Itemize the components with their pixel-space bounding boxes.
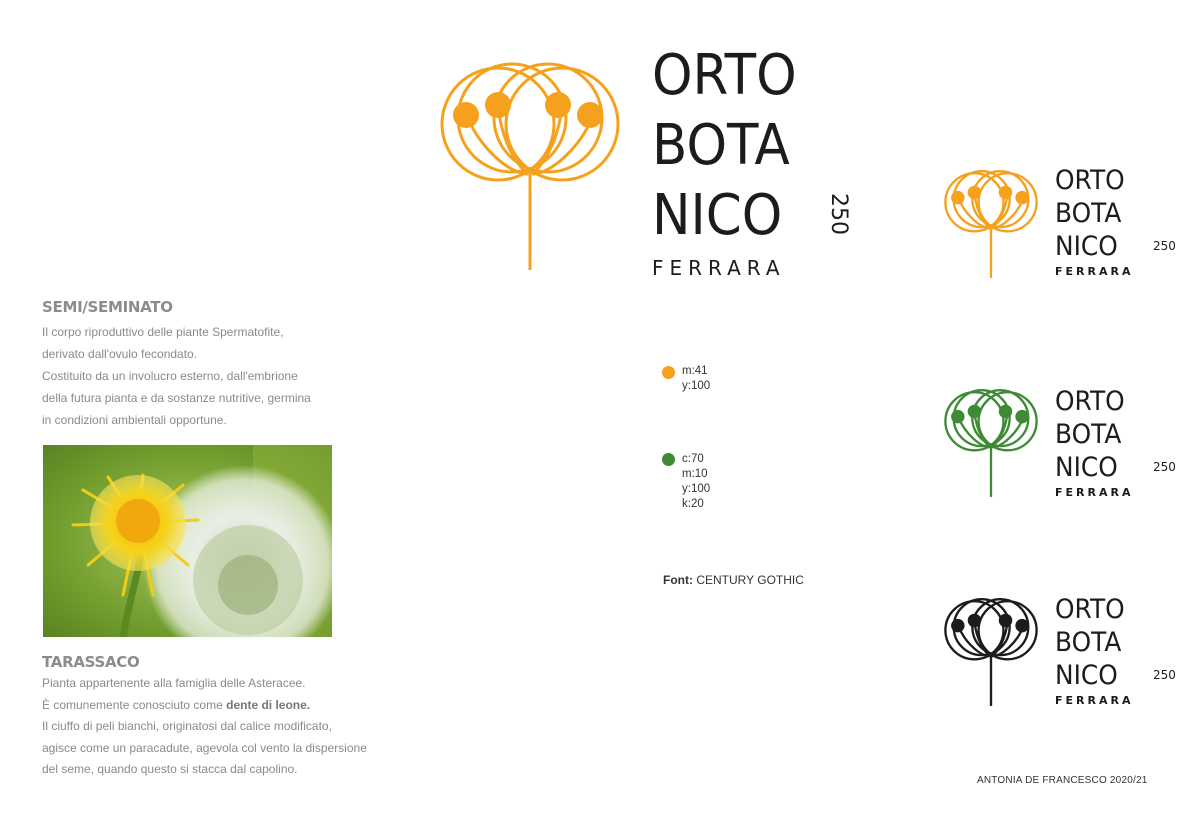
section-body-tarassaco xyxy=(42,673,367,781)
section-title-semi: SEMI/SEMINATO xyxy=(42,298,173,316)
logo-mark-green xyxy=(942,385,1040,499)
green-cmyk-values: c:70 m:10 y:100 k:20 xyxy=(682,453,711,510)
logo-text-ferrara: FERRARA xyxy=(652,256,786,280)
logo-wordmark-large xyxy=(652,44,852,284)
logo-mark-black xyxy=(942,594,1040,708)
logo-number-250-black: 250 xyxy=(1153,668,1176,682)
paragraph-line: derivato dall'ovulo fecondato. xyxy=(42,347,198,361)
paragraph-line: Il corpo riproduttivo delle piante Spermatofite, xyxy=(42,325,284,339)
paragraph-line: È comunemente conosciuto come dente di leone. xyxy=(42,697,311,712)
paragraph-line: in condizioni ambientali opportune. xyxy=(42,413,227,427)
logo-mark-orange xyxy=(942,166,1040,280)
section-body-semi xyxy=(42,321,311,431)
paragraph-line: agisce come un paracadute, agevola col vento la dispersione xyxy=(42,740,367,755)
logo-text-orto: ORTO xyxy=(652,43,797,108)
logo-number-250-orange: 250 xyxy=(1153,239,1176,253)
logo-wordmark-orange: ORTO BOTA NICO FERRARA xyxy=(1055,165,1134,278)
logo-wordmark-black: ORTO BOTA NICO FERRARA xyxy=(1055,594,1134,707)
highlight-text: dente di leone. xyxy=(226,697,311,712)
logo-number-250: 250 xyxy=(826,193,851,235)
paragraph-line: del seme, quando questo si stacca dal capolino. xyxy=(42,762,298,776)
green-swatch xyxy=(662,453,675,466)
logo-text-nico: NICO xyxy=(652,183,783,248)
dandelion-photo xyxy=(43,445,332,637)
paragraph-line: Pianta appartenente alla famiglia delle Asteracee. xyxy=(42,676,306,690)
logo-wordmark-green: ORTO BOTA NICO FERRARA xyxy=(1055,386,1134,499)
paragraph-line: Il ciuffo di peli bianchi, originatosi dal calice modificato, xyxy=(42,719,332,733)
font-note: Font: CENTURY GOTHIC xyxy=(663,573,804,587)
logo-mark-large xyxy=(440,54,620,274)
logo-number-250-green: 250 xyxy=(1153,460,1176,474)
logo-text-bota: BOTA xyxy=(652,113,790,178)
orange-swatch xyxy=(662,366,675,379)
author-credit: ANTONIA DE FRANCESCO 2020/21 xyxy=(977,775,1148,786)
paragraph-line: della futura pianta e da sostanze nutritive, germina xyxy=(42,391,311,405)
section-title-tarassaco: TARASSACO xyxy=(42,653,140,671)
paragraph-line: Costituito da un involucro esterno, dall'embrione xyxy=(42,369,298,383)
orange-cmyk-values: m:41 y:100 xyxy=(682,365,711,392)
